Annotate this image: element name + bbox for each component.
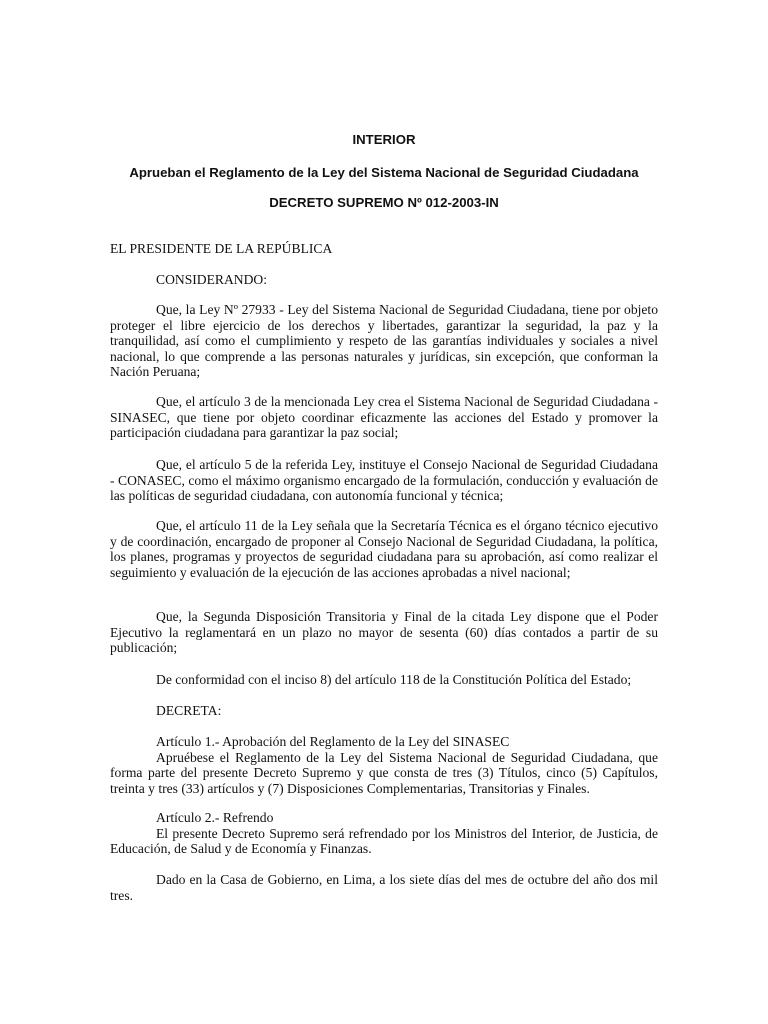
closing-paragraph: Dado en la Casa de Gobierno, en Lima, a los siete días del mes de octubre del año dos mil tres. — [110, 872, 658, 903]
paragraph-articulo-11: Que, el artículo 11 de la Ley señala que la Secretaría Técnica es el órgano técnico ejecutivo y de coordinación, encargado de proponer al Consejo Nacional de Seguridad Ciudadana, la política, los planes, programas y proyectos de seguridad ciudadana para su aprobación, así como realizar el seguimiento y evaluación de la ejecución de las acciones aprobadas a nivel nacional; — [110, 518, 658, 580]
section-heading: INTERIOR — [352, 132, 416, 147]
article-1 — [110, 734, 658, 796]
document-title: Aprueban el Reglamento de la Ley del Sistema Nacional de Seguridad Ciudadana — [129, 165, 639, 180]
paragraph-articulo-3: Que, el artículo 3 de la mencionada Ley crea el Sistema Nacional de Seguridad Ciudadana - SINASEC, que tiene por objeto coordinar eficazmente las acciones del Estado y promover la participación ciudadana para garantizar la paz social; — [110, 394, 658, 441]
article-1-text: Apruébese el Reglamento de la Ley del Sistema Nacional de Seguridad Ciudadana, que forma parte del presente Decreto Supremo y que consta de tres (3) Títulos, cinco (5) Capítulos, treinta y tres (33) artículos y (7) Disposiciones Complementarias, Transitorias y Finales. — [110, 749, 658, 796]
article-2 — [110, 810, 658, 857]
paragraph-conformidad: De conformidad con el inciso 8) del artículo 118 de la Constitución Política del Estado; — [156, 672, 632, 687]
decree-number: DECRETO SUPREMO Nº 012-2003-IN — [269, 195, 499, 210]
article-2-text: El presente Decreto Supremo será refrendado por los Ministros del Interior, de Justicia, de Educación, de Salud y de Economía y Finanzas. — [110, 825, 658, 857]
decreta-label: DECRETA: — [156, 703, 222, 718]
article-1-heading: Artículo 1.- Aprobación del Reglamento de la Ley del SINASEC — [156, 734, 510, 749]
president-line: EL PRESIDENTE DE LA REPÚBLICA — [110, 241, 333, 256]
paragraph-disposicion-transitoria: Que, la Segunda Disposición Transitoria y Final de la citada Ley dispone que el Poder Ejecutivo la reglamentará en un plazo no mayor de sesenta (60) días contados a partir de su publicación; — [110, 609, 658, 656]
paragraph-articulo-5: Que, el artículo 5 de la referida Ley, instituye el Consejo Nacional de Seguridad Ciudadana - CONASEC, como el máximo organismo encargado de la formulación, conducción y evaluación de las políticas de seguridad ciudadana, con autonomía funcional y técnica; — [110, 457, 658, 504]
paragraph-ley-27933: Que, la Ley Nº 27933 - Ley del Sistema Nacional de Seguridad Ciudadana, tiene por objeto proteger el libre ejercicio de los derechos y libertades, garantizar la seguridad, la paz y la tranquilidad, así como el cumplimiento y respeto de las garantías individuales y sociales a nivel nacional, lo que comprende a las personas naturales y jurídicas, sin excepción, que conforman la Nación Peruana; — [110, 302, 658, 380]
considering-label: CONSIDERANDO: — [156, 272, 268, 287]
article-2-heading: Artículo 2.- Refrendo — [156, 810, 274, 825]
